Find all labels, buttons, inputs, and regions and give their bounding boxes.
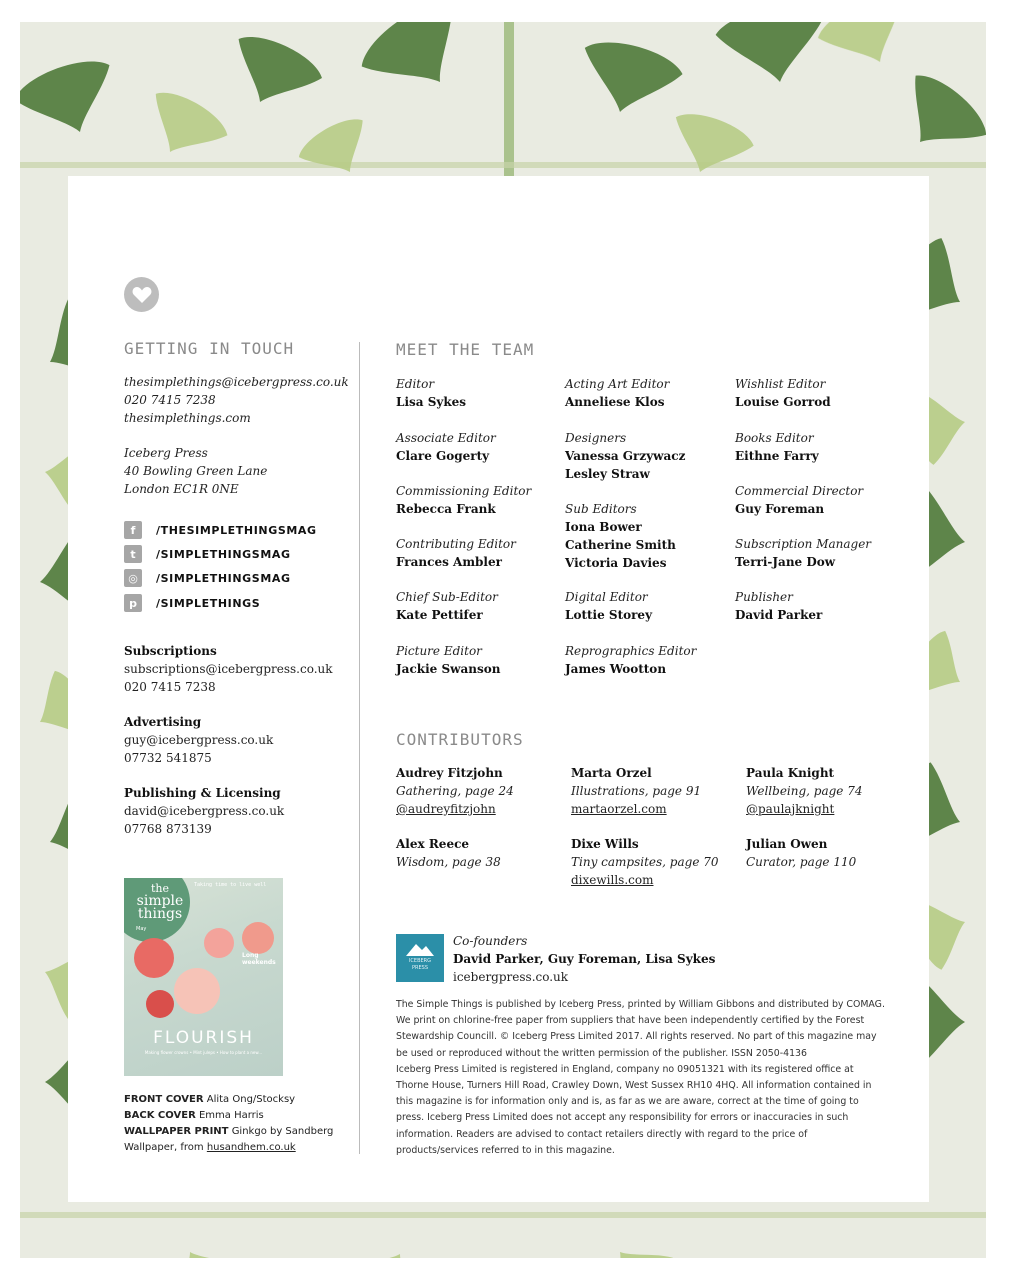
heart-icon	[124, 277, 159, 312]
meet-the-team-heading: MEET THE TEAM	[396, 340, 535, 359]
team-role: Wishlist Editor	[735, 377, 826, 391]
team-role: Editor	[396, 377, 435, 391]
advertising-title: Advertising	[124, 715, 202, 729]
credit-value: Ginkgo by Sandberg	[231, 1126, 334, 1137]
contributor	[571, 835, 741, 889]
team-member	[565, 429, 730, 483]
contributor-detail: Wisdom, page 38	[396, 855, 501, 869]
team-name: Frances Ambler	[396, 555, 502, 569]
team-member	[565, 588, 730, 624]
team-role: Designers	[565, 431, 627, 445]
contributor-link[interactable]: dixewills.com	[571, 873, 654, 887]
team-role: Chief Sub-Editor	[396, 590, 498, 604]
iceberg-press-logo	[396, 934, 444, 982]
team-name: Lottie Storey	[565, 608, 653, 622]
team-role: Commissioning Editor	[396, 484, 532, 498]
team-member	[396, 429, 561, 465]
subscriptions-title: Subscriptions	[124, 644, 217, 658]
team-member	[396, 588, 561, 624]
team-member	[735, 429, 900, 465]
team-member	[735, 535, 900, 571]
team-role: Reprographics Editor	[565, 644, 697, 658]
subscriptions-phone: 020 7415 7238	[124, 680, 216, 694]
team-name: Vanessa Grzywacz	[565, 449, 686, 463]
contributors-heading: CONTRIBUTORS	[396, 730, 524, 749]
credit-value: Emma Harris	[198, 1110, 264, 1121]
contributor-detail: Curator, page 110	[746, 855, 857, 869]
team-name: Rebecca Frank	[396, 502, 496, 516]
social-twitter[interactable]	[124, 545, 291, 563]
advertising-email[interactable]: guy@icebergpress.co.uk	[124, 733, 274, 747]
team-name: Jackie Swanson	[396, 662, 501, 676]
team-member	[565, 500, 730, 572]
team-role: Commercial Director	[735, 484, 864, 498]
cover-flower	[174, 968, 220, 1014]
team-name: Catherine Smith	[565, 538, 676, 552]
address-line: 40 Bowling Green Lane	[124, 464, 268, 478]
contributor-link[interactable]: @paulajknight	[746, 802, 835, 816]
cover-brand-line: simple	[136, 893, 184, 909]
social-handle[interactable]: /SIMPLETHINGSMAG	[156, 571, 291, 585]
credit-label: FRONT COVER	[124, 1094, 204, 1105]
credit-value: Wallpaper, from	[124, 1142, 204, 1153]
team-member	[565, 375, 730, 411]
legal-paragraph: Iceberg Press Limited is registered in England, company no 09051321 with its registered office at Thorne House, Turners Hill Road, Crawley Down, West Sussex RH10 4HQ. All information contained in this magazine is for information only and is, as far as we are aware, correct at the time of going to press. Iceberg Press Limited does not accept any responsibility for errors or inaccuracies in such information. Readers are advised to contact retailers directly with regard to the price of products/services referred to in this magazine.	[396, 1063, 872, 1156]
logo-line: ICEBERG	[408, 958, 432, 964]
team-name: David Parker	[735, 608, 823, 622]
team-name: Lisa Sykes	[396, 395, 467, 409]
team-name: Lesley Straw	[565, 467, 650, 481]
contributor-name: Alex Reece	[396, 837, 470, 851]
contributor	[746, 764, 916, 818]
cover-flower	[134, 938, 174, 978]
address-line: London EC1R 0NE	[124, 482, 239, 496]
team-member	[565, 642, 730, 678]
cofounders-block	[453, 932, 715, 986]
contact-phone: 020 7415 7238	[124, 393, 216, 407]
credit-label: BACK COVER	[124, 1110, 196, 1121]
team-member	[735, 482, 900, 518]
credit-label: WALLPAPER PRINT	[124, 1126, 229, 1137]
team-name: Anneliese Klos	[565, 395, 665, 409]
team-member	[396, 375, 561, 411]
address-block	[124, 444, 267, 498]
publishing-email[interactable]: david@icebergpress.co.uk	[124, 804, 285, 818]
cofounders-website[interactable]: icebergpress.co.uk	[453, 970, 569, 984]
team-member	[396, 482, 561, 518]
cover-flower	[204, 928, 234, 958]
contributor-name: Marta Orzel	[571, 766, 652, 780]
advertising-phone: 07732 541875	[124, 751, 212, 765]
team-role: Picture Editor	[396, 644, 482, 658]
contributor-detail: Gathering, page 24	[396, 784, 514, 798]
team-role: Digital Editor	[565, 590, 648, 604]
legal-paragraph: The Simple Things is published by Iceberg Press, printed by William Gibbons and distributed by COMAG. We print on chlorine-free paper from suppliers that have been independently certified by the Forest Stewardship Councill. © Iceberg Press Limited 2017. All rights reserved. No part of this magazine may be used or reproduced without the written permission of the publisher. ISSN 2050-4136	[396, 999, 885, 1059]
cover-flower	[146, 990, 174, 1018]
team-role: Contributing Editor	[396, 537, 516, 551]
team-name: Louise Gorrod	[735, 395, 831, 409]
instagram-icon: ◎	[124, 569, 142, 587]
team-role: Subscription Manager	[735, 537, 872, 551]
team-name: Kate Pettifer	[396, 608, 483, 622]
magazine-cover-image	[124, 878, 283, 1076]
contributor-detail: Wellbeing, page 74	[746, 784, 863, 798]
contributor	[746, 835, 916, 871]
contributor-detail: Tiny campsites, page 70	[571, 855, 719, 869]
cover-brand-line: things	[137, 906, 183, 922]
social-pinterest[interactable]	[124, 594, 260, 612]
facebook-icon: f	[124, 521, 142, 539]
cover-credits	[124, 1092, 339, 1156]
team-name: James Wootton	[565, 662, 667, 676]
cover-brand	[132, 882, 188, 921]
logo-line: PRESS	[412, 965, 428, 971]
contact-email[interactable]: thesimplethings@icebergpress.co.uk	[124, 375, 349, 389]
social-facebook[interactable]	[124, 521, 317, 539]
publishing-title: Publishing & Licensing	[124, 786, 281, 800]
wallpaper-link[interactable]: husandhem.co.uk	[206, 1142, 296, 1153]
social-instagram[interactable]	[124, 569, 291, 587]
advertising-block	[124, 713, 273, 767]
team-name: Eithne Farry	[735, 449, 819, 463]
contributor-name: Paula Knight	[746, 766, 835, 780]
social-handle[interactable]: /THESIMPLETHINGSMAG	[156, 523, 317, 537]
contributor-name: Audrey Fitzjohn	[396, 766, 503, 780]
address-line: Iceberg Press	[124, 446, 208, 460]
contributor	[571, 764, 741, 818]
contributor-name: Dixe Wills	[571, 837, 639, 851]
cofounders-label: Co-founders	[453, 934, 528, 948]
team-role: Sub Editors	[565, 502, 637, 516]
team-role: Acting Art Editor	[565, 377, 670, 391]
cover-flower	[242, 922, 274, 954]
team-role: Associate Editor	[396, 431, 496, 445]
pinterest-icon: p	[124, 594, 142, 612]
publishing-block	[124, 784, 284, 838]
team-name: Victoria Davies	[565, 556, 667, 570]
team-name: Iona Bower	[565, 520, 642, 534]
contributor-link[interactable]: martaorzel.com	[571, 802, 667, 816]
twitter-icon: t	[124, 545, 142, 563]
getting-in-touch-heading: GETTING IN TOUCH	[124, 339, 295, 358]
contributor	[396, 764, 566, 818]
cover-tagline: Taking time to live well	[194, 882, 267, 888]
contributor-detail: Illustrations, page 91	[571, 784, 702, 798]
contributor-name: Julian Owen	[746, 837, 828, 851]
cover-brand-line: the	[150, 882, 169, 895]
column-divider	[359, 342, 360, 1154]
cover-strap: Making flower crowns • Mint juleps • How to plant a new...	[144, 1050, 263, 1055]
cofounders-names: David Parker, Guy Foreman, Lisa Sykes	[453, 952, 716, 966]
team-member	[396, 535, 561, 571]
cover-issue: May	[136, 926, 147, 932]
contact-website[interactable]: thesimplethings.com	[124, 411, 251, 425]
social-handle[interactable]: /SIMPLETHINGSMAG	[156, 547, 291, 561]
publishing-phone: 07768 873139	[124, 822, 212, 836]
legal-notice	[396, 997, 888, 1159]
cover-headline: FLOURISH	[153, 1028, 254, 1048]
team-member	[735, 588, 900, 624]
team-role: Publisher	[735, 590, 793, 604]
contributor-link[interactable]: @audreyfitzjohn	[396, 802, 496, 816]
team-name: Terri-Jane Dow	[735, 555, 836, 569]
team-name: Guy Foreman	[735, 502, 825, 516]
team-name: Clare Gogerty	[396, 449, 490, 463]
team-role: Books Editor	[735, 431, 814, 445]
credit-value: Alita Ong/Stocksy	[206, 1094, 296, 1105]
subscriptions-block	[124, 642, 333, 696]
team-member	[396, 642, 561, 678]
social-handle[interactable]: /SIMPLETHINGS	[156, 596, 261, 610]
team-member	[735, 375, 900, 411]
contact-block	[124, 373, 349, 427]
subscriptions-email[interactable]: subscriptions@icebergpress.co.uk	[124, 662, 333, 676]
cover-feature-title: Long weekends	[242, 952, 276, 966]
contributor	[396, 835, 566, 871]
logo-text	[396, 958, 444, 972]
